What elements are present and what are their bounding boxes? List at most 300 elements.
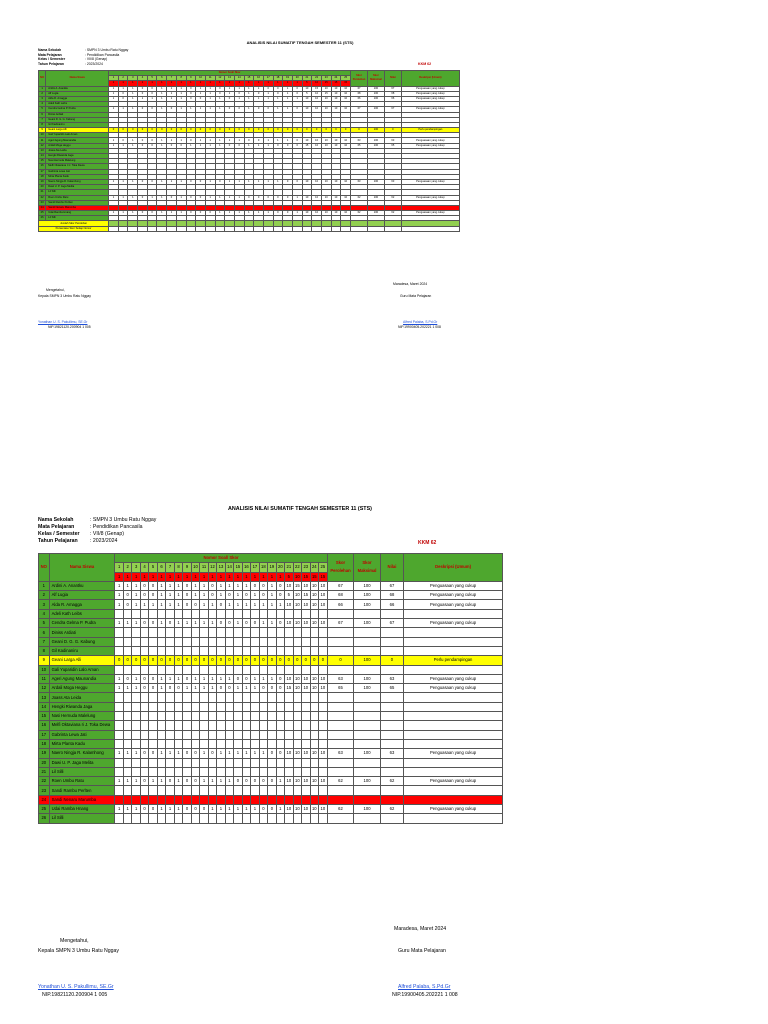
score-cell: 1 — [157, 805, 165, 814]
score-cell: 0 — [115, 656, 123, 665]
nilai-cell: 63 — [380, 674, 403, 683]
score-cell — [285, 609, 293, 618]
left-sign-nip: NIP.19821120.200904 1 005 — [42, 992, 108, 998]
score-cell: 0 — [205, 211, 215, 216]
score-cell: 1 — [118, 211, 128, 216]
score-cell: 0 — [208, 581, 216, 590]
question-weight: 1 — [191, 572, 199, 581]
student-no: 18 — [39, 739, 50, 748]
score-cell — [217, 702, 225, 711]
score-cell — [174, 646, 182, 655]
score-cell — [183, 609, 191, 618]
max-cell — [354, 739, 381, 748]
score-cell: 1 — [263, 91, 273, 96]
score-cell — [157, 767, 165, 776]
score-cell: 1 — [191, 591, 199, 600]
student-name: Hengki Riwanda Jaga — [49, 702, 115, 711]
score-cell — [293, 665, 301, 674]
score-cell: 0 — [183, 674, 191, 683]
score-cell — [251, 730, 259, 739]
score-cell — [208, 786, 216, 795]
score-cell — [183, 637, 191, 646]
score-cell: 0 — [118, 128, 128, 133]
score-cell — [132, 609, 140, 618]
score-cell — [149, 795, 157, 804]
max-cell — [354, 758, 381, 767]
score-cell: 0 — [244, 128, 254, 133]
score-cell — [183, 712, 191, 721]
score-cell: 0 — [118, 91, 128, 96]
score-cell: 1 — [205, 91, 215, 96]
col-no-header: NO — [39, 554, 50, 582]
score-cell: 1 — [132, 805, 140, 814]
score-cell: 0 — [251, 777, 259, 786]
score-cell: 1 — [215, 211, 225, 216]
score-cell — [200, 786, 208, 795]
score-cell: 0 — [225, 107, 235, 112]
score-cell: 10 — [285, 749, 293, 758]
nilai-cell: 67 — [380, 581, 403, 590]
question-number: 17 — [251, 563, 259, 572]
score-cell: 1 — [242, 684, 250, 693]
score-cell: 10 — [312, 195, 322, 200]
score-cell — [157, 646, 165, 655]
score-cell — [183, 795, 191, 804]
score-cell — [268, 786, 276, 795]
score-cell — [310, 712, 318, 721]
score-cell: 0 — [276, 591, 284, 600]
score-cell: 1 — [283, 91, 293, 96]
score-cell — [319, 721, 328, 730]
question-number: 15 — [244, 76, 254, 81]
score-cell: 1 — [215, 143, 225, 148]
nilai-cell: 67 — [384, 86, 401, 91]
score-cell — [268, 739, 276, 748]
score-cell — [132, 646, 140, 655]
score-cell: 0 — [234, 91, 244, 96]
score-cell: 1 — [215, 107, 225, 112]
question-weight: 10 — [293, 572, 301, 581]
question-weight: 1 — [174, 572, 182, 581]
total-cell: 67 — [351, 86, 368, 91]
total-cell: 63 — [351, 179, 368, 184]
score-cell: 0 — [147, 138, 157, 143]
score-cell — [115, 693, 123, 702]
score-cell — [166, 786, 174, 795]
question-number: 11 — [205, 76, 215, 81]
question-weight: 1 — [118, 81, 128, 86]
score-cell: 1 — [196, 143, 206, 148]
score-cell: 1 — [225, 581, 233, 590]
score-cell: 0 — [191, 656, 199, 665]
summary-label: Jumlah Skor Perolehan — [39, 221, 109, 226]
score-cell — [293, 702, 301, 711]
question-weight: 1 — [115, 572, 123, 581]
score-cell: 10 — [319, 619, 328, 628]
score-cell: 1 — [115, 600, 123, 609]
score-cell — [285, 721, 293, 730]
score-cell: 1 — [196, 138, 206, 143]
desc-cell — [404, 702, 503, 711]
score-cell: 10 — [341, 179, 351, 184]
score-cell: 1 — [183, 684, 191, 693]
score-cell: 0 — [176, 128, 186, 133]
score-cell: 1 — [251, 600, 259, 609]
score-cell — [276, 702, 284, 711]
score-cell: 1 — [157, 86, 167, 91]
question-number: 11 — [200, 563, 208, 572]
score-cell: 0 — [166, 684, 174, 693]
score-cell: 0 — [138, 86, 148, 91]
score-cell: 1 — [254, 211, 264, 216]
question-number: 8 — [174, 563, 182, 572]
score-cell: 1 — [283, 107, 293, 112]
score-cell: 1 — [128, 195, 138, 200]
score-cell — [123, 786, 131, 795]
score-cell — [166, 712, 174, 721]
student-no: 17 — [39, 169, 46, 174]
question-number: 9 — [186, 76, 196, 81]
score-cell: 0 — [109, 128, 119, 133]
score-cell: 1 — [176, 86, 186, 91]
score-cell — [302, 628, 310, 637]
left-sign-nip: NIP.19821120.200904 1 005 — [48, 325, 91, 329]
question-weight: 1 — [147, 81, 157, 86]
score-cell — [191, 609, 199, 618]
total-cell: 67 — [351, 107, 368, 112]
score-cell — [225, 739, 233, 748]
nilai-cell — [380, 693, 403, 702]
score-cell — [285, 665, 293, 674]
score-cell — [208, 609, 216, 618]
max-cell: 100 — [354, 619, 381, 628]
score-cell: 1 — [157, 107, 167, 112]
score-cell: 0 — [138, 91, 148, 96]
student-no: 5 — [39, 619, 50, 628]
total-cell — [327, 712, 354, 721]
score-cell — [123, 814, 131, 823]
score-cell: 1 — [128, 179, 138, 184]
score-cell: 1 — [138, 96, 148, 101]
student-no: 14 — [39, 154, 46, 159]
score-cell: 10 — [331, 91, 341, 96]
nilai-cell: 62 — [384, 195, 401, 200]
max-cell: 100 — [354, 805, 381, 814]
score-cell: 0 — [138, 138, 148, 143]
score-cell — [251, 814, 259, 823]
desc-cell — [404, 665, 503, 674]
score-cell: 1 — [208, 684, 216, 693]
student-name: Roen Umbu Ratu — [49, 777, 115, 786]
max-cell — [354, 814, 381, 823]
question-number: 12 — [208, 563, 216, 572]
nilai-cell: 65 — [380, 684, 403, 693]
score-cell — [268, 814, 276, 823]
score-cell: 0 — [123, 600, 131, 609]
score-cell — [251, 786, 259, 795]
table-row — [39, 656, 503, 665]
score-cell — [191, 646, 199, 655]
score-cell: 5 — [302, 91, 312, 96]
score-cell: 0 — [293, 656, 301, 665]
score-cell: 1 — [109, 195, 119, 200]
score-cell: 1 — [115, 777, 123, 786]
left-sign-line2: Kepala SMPN 3 Umbu Ratu Nggay — [38, 948, 120, 954]
score-cell: 1 — [292, 96, 302, 101]
score-cell: 0 — [254, 128, 264, 133]
score-cell: 1 — [123, 684, 131, 693]
score-cell — [166, 767, 174, 776]
score-cell — [157, 786, 165, 795]
score-cell: 0 — [138, 107, 148, 112]
score-cell: 0 — [268, 805, 276, 814]
score-cell: 1 — [234, 138, 244, 143]
student-no: 11 — [39, 138, 46, 143]
student-name: Joass Ata Leida — [46, 148, 109, 153]
score-cell: 0 — [183, 600, 191, 609]
max-cell — [354, 693, 381, 702]
score-cell: 1 — [234, 195, 244, 200]
score-cell: 0 — [166, 777, 174, 786]
score-cell — [123, 739, 131, 748]
score-cell — [276, 730, 284, 739]
total-cell — [327, 758, 354, 767]
score-cell: 10 — [312, 107, 322, 112]
score-cell — [268, 795, 276, 804]
score-cell — [174, 721, 182, 730]
desc-cell — [404, 795, 503, 804]
score-cell — [234, 721, 242, 730]
score-cell: 0 — [147, 128, 157, 133]
score-cell: 1 — [234, 600, 242, 609]
score-cell: 10 — [310, 600, 318, 609]
desc-cell — [404, 814, 503, 823]
question-weight: 15 — [341, 81, 351, 86]
score-cell: 1 — [157, 600, 165, 609]
score-cell — [319, 712, 328, 721]
question-weight: 1 — [225, 81, 235, 86]
student-no: 24 — [39, 795, 50, 804]
score-cell: 10 — [310, 749, 318, 758]
max-cell: 100 — [367, 138, 384, 143]
student-no: 20 — [39, 185, 46, 190]
score-cell — [268, 609, 276, 618]
max-cell: 100 — [354, 777, 381, 786]
score-cell: 0 — [225, 684, 233, 693]
score-cell: 0 — [196, 195, 206, 200]
total-cell — [327, 786, 354, 795]
score-cell: 15 — [302, 591, 310, 600]
score-cell: 0 — [259, 777, 267, 786]
score-cell — [234, 814, 242, 823]
col-max-header: Skor Maksimal — [367, 71, 384, 87]
score-cell: 10 — [302, 600, 310, 609]
question-number: 7 — [167, 76, 177, 81]
col-max-header: Skor Maksimal — [354, 554, 381, 582]
desc-cell: Penguasaan yang cukup — [401, 96, 459, 101]
score-cell: 1 — [176, 107, 186, 112]
question-weight: 1 — [259, 572, 267, 581]
score-cell — [293, 646, 301, 655]
score-cell: 10 — [321, 138, 331, 143]
student-name: Geani Larga Alli — [46, 128, 109, 133]
student-name: Udai Ramba Hnang — [46, 211, 109, 216]
score-cell: 0 — [147, 86, 157, 91]
table-row — [39, 702, 503, 711]
score-cell — [208, 721, 216, 730]
place-date: Maradesa, Maret 2024 — [393, 282, 428, 286]
student-name: Naero Ningja R. Kalamhong — [49, 749, 115, 758]
score-cell — [140, 693, 148, 702]
table-row — [39, 777, 503, 786]
score-cell: 1 — [200, 674, 208, 683]
student-no: 21 — [39, 767, 50, 776]
table-row — [39, 581, 503, 590]
score-cell: 0 — [140, 581, 148, 590]
score-cell: 0 — [273, 211, 283, 216]
desc-cell — [404, 767, 503, 776]
score-cell — [132, 721, 140, 730]
score-cell: 1 — [263, 96, 273, 101]
student-name: Melfi Oktaviana ri J. Toka Dewa — [49, 721, 115, 730]
score-cell — [157, 758, 165, 767]
score-cell: 1 — [244, 86, 254, 91]
question-number: 7 — [166, 563, 174, 572]
score-cell: 0 — [118, 138, 128, 143]
score-cell: 0 — [331, 128, 341, 133]
total-cell: 0 — [327, 656, 354, 665]
right-sign-name[interactable]: Alfred Palaba, S.Pd.Gr — [398, 984, 451, 990]
score-cell: 1 — [115, 805, 123, 814]
score-cell: 1 — [242, 749, 250, 758]
score-cell — [276, 628, 284, 637]
score-cell — [302, 758, 310, 767]
score-cell: 1 — [283, 138, 293, 143]
score-cell: 1 — [157, 143, 167, 148]
score-cell — [242, 702, 250, 711]
score-cell — [115, 609, 123, 618]
score-cell: 0 — [259, 591, 267, 600]
score-cell — [208, 628, 216, 637]
desc-cell: Perlu pendampingan — [404, 656, 503, 665]
student-no: 13 — [39, 693, 50, 702]
score-cell: 1 — [174, 749, 182, 758]
score-cell: 0 — [191, 805, 199, 814]
score-cell: 1 — [128, 86, 138, 91]
student-name: Gali Yuparidin Lalo Aman — [46, 133, 109, 138]
question-number: 22 — [312, 76, 322, 81]
score-cell: 0 — [166, 656, 174, 665]
student-no: 6 — [39, 112, 46, 117]
score-cell — [132, 795, 140, 804]
score-cell: 1 — [215, 195, 225, 200]
score-cell — [225, 814, 233, 823]
desc-cell: Penguasaan yang cukup — [404, 600, 503, 609]
nilai-cell — [380, 721, 403, 730]
score-cell: 1 — [242, 581, 250, 590]
score-cell — [225, 786, 233, 795]
score-cell — [276, 712, 284, 721]
score-cell: 1 — [244, 96, 254, 101]
student-name: Alda R. Amagga — [46, 96, 109, 101]
score-cell: 1 — [254, 143, 264, 148]
total-cell: 63 — [351, 138, 368, 143]
score-cell — [293, 730, 301, 739]
score-cell — [157, 721, 165, 730]
score-cell: 0 — [263, 128, 273, 133]
table-row — [39, 600, 503, 609]
score-cell: 1 — [234, 619, 242, 628]
question-weight: 1 — [176, 81, 186, 86]
score-cell — [217, 637, 225, 646]
score-cell: 0 — [276, 656, 284, 665]
score-cell — [310, 758, 318, 767]
question-weight: 1 — [217, 572, 225, 581]
total-cell — [327, 609, 354, 618]
score-cell — [115, 646, 123, 655]
score-cell: 1 — [109, 96, 119, 101]
score-cell — [157, 814, 165, 823]
score-cell — [174, 730, 182, 739]
score-cell: 1 — [176, 211, 186, 216]
score-cell: 0 — [268, 656, 276, 665]
question-number: 21 — [285, 563, 293, 572]
score-cell — [157, 730, 165, 739]
score-cell — [157, 739, 165, 748]
score-cell — [276, 637, 284, 646]
score-cell — [191, 795, 199, 804]
left-sign-name[interactable]: Yonathan U. S. Pakullimu, SE.Gr — [38, 984, 114, 990]
score-cell — [132, 628, 140, 637]
score-cell — [115, 739, 123, 748]
score-cell: 10 — [319, 684, 328, 693]
score-cell: 0 — [186, 86, 196, 91]
score-cell: 10 — [319, 591, 328, 600]
score-cell — [259, 702, 267, 711]
desc-cell: Penguasaan yang cukup — [404, 581, 503, 590]
question-weight: 1 — [242, 572, 250, 581]
score-cell: 1 — [283, 86, 293, 91]
score-cell: 1 — [157, 179, 167, 184]
score-cell: 0 — [263, 195, 273, 200]
score-cell — [200, 646, 208, 655]
score-cell: 0 — [123, 674, 131, 683]
score-cell — [183, 628, 191, 637]
score-cell — [276, 814, 284, 823]
score-cell: 1 — [191, 674, 199, 683]
nilai-cell — [380, 814, 403, 823]
score-cell — [115, 721, 123, 730]
total-cell — [327, 628, 354, 637]
score-cell: 10 — [293, 600, 301, 609]
score-cell: 1 — [217, 581, 225, 590]
student-no: 26 — [39, 814, 50, 823]
question-number: 9 — [183, 563, 191, 572]
score-cell — [132, 767, 140, 776]
student-no: 19 — [39, 179, 46, 184]
score-cell: 1 — [268, 619, 276, 628]
left-sign-name[interactable]: Yonathan U. S. Pakullimu, SE.Gr — [38, 320, 88, 324]
student-name: Alda R. Amagga — [49, 600, 115, 609]
score-cell — [208, 646, 216, 655]
score-cell: 1 — [157, 749, 165, 758]
score-cell: 0 — [234, 143, 244, 148]
right-sign-name[interactable]: Alfred Palaba, S.Pd.Gr — [403, 320, 438, 324]
score-cell — [225, 767, 233, 776]
score-cell: 1 — [259, 674, 267, 683]
score-cell: 0 — [234, 674, 242, 683]
score-cell: 0 — [149, 749, 157, 758]
